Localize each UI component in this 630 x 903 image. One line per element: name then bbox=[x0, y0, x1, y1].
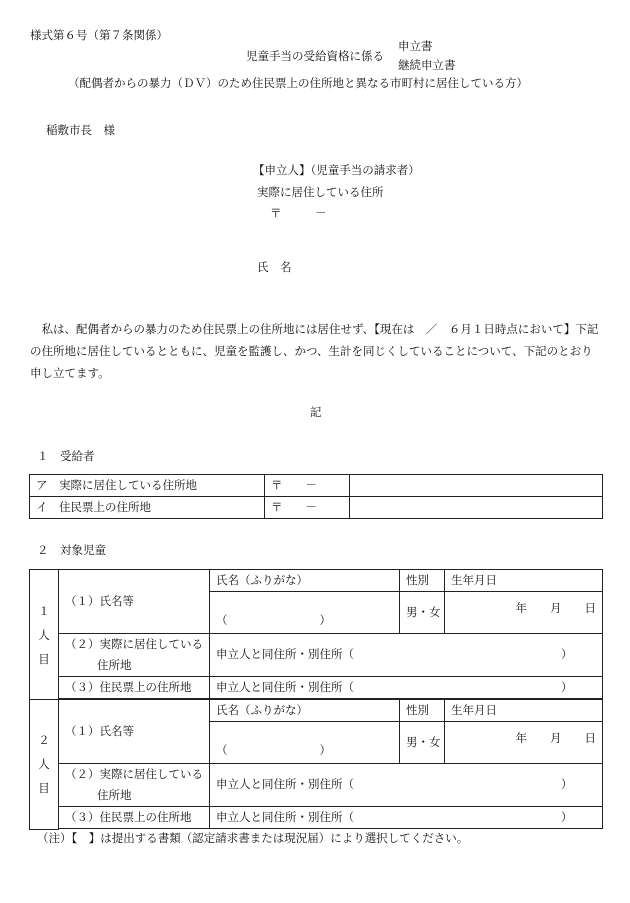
child2-ordinal: ２ 人 目 bbox=[30, 700, 59, 830]
recipient-table bbox=[29, 474, 603, 519]
child1-dob-field[interactable]: 年 月 日 bbox=[445, 592, 603, 634]
applicant-postal-mark: 〒 bbox=[270, 206, 282, 220]
child2-name-label: （１）氏名等 bbox=[59, 700, 210, 764]
subtitle: （配偶者からの暴力（ＤＶ）のため住民票上の住所地と異なる市町村に居住している方） bbox=[68, 76, 528, 90]
table-row bbox=[30, 570, 603, 592]
ki-heading: 記 bbox=[310, 405, 322, 419]
child1-gender-field[interactable]: 男・女 bbox=[400, 592, 445, 634]
applicant-name-label: 氏 名 bbox=[257, 260, 292, 274]
children-table bbox=[29, 569, 603, 830]
applicant-address-label: 実際に居住している住所 bbox=[257, 185, 384, 199]
child1-resident-address-field[interactable]: 申立人と同住所・別住所（ ） bbox=[210, 677, 603, 699]
child2-gender-field[interactable]: 男・女 bbox=[400, 722, 445, 764]
child2-resident-address-field[interactable]: 申立人と同住所・別住所（ ） bbox=[210, 807, 603, 829]
table-row bbox=[30, 677, 603, 699]
child2-name-header: 氏名（ふりがな） bbox=[210, 700, 400, 722]
statement-paragraph: 私は、配偶者からの暴力のため住民票上の住所地には居住せず、【現在は ／ ６月１日時点において】下記の住所地に居住しているとともに、児童を監護し、かつ、生計を同じくしていることについて、下記のとおり申し立てます。 bbox=[30, 322, 599, 380]
child2-actual-address-label: （２）実際に居住している 住所地 bbox=[59, 764, 210, 807]
footnote: （注）【 】は提出する書類（認定請求書または現況届）により選択してください。 bbox=[37, 831, 469, 845]
form-number: 様式第６号（第７条関係） bbox=[30, 28, 168, 42]
child1-name-field[interactable]: （ ） bbox=[210, 592, 400, 634]
child2-gender-header: 性別 bbox=[400, 700, 445, 722]
table-row bbox=[30, 634, 603, 677]
recipient-actual-address-field[interactable] bbox=[350, 475, 603, 497]
child1-resident-address-label: （３）住民票上の住所地 bbox=[59, 677, 210, 699]
title-option-application: 申立書 bbox=[398, 39, 433, 53]
child1-actual-address-field[interactable]: 申立人と同住所・別住所（ ） bbox=[210, 634, 603, 677]
recipient-resident-postal[interactable]: 〒 － bbox=[265, 497, 350, 519]
recipient-resident-address-label: イ 住民票上の住所地 bbox=[30, 497, 265, 519]
child1-gender-header: 性別 bbox=[400, 570, 445, 592]
applicant-postal-dash: － bbox=[315, 206, 327, 220]
child2-actual-address-field[interactable]: 申立人と同住所・別住所（ ） bbox=[210, 764, 603, 807]
section2-heading: ２ 対象児童 bbox=[37, 543, 106, 557]
recipient-resident-address-field[interactable] bbox=[350, 497, 603, 519]
table-row bbox=[30, 497, 603, 519]
table-row bbox=[30, 475, 603, 497]
section1-heading: １ 受給者 bbox=[37, 449, 95, 463]
child1-name-label: （１）氏名等 bbox=[59, 570, 210, 634]
child1-actual-address-label: （２）実際に居住している 住所地 bbox=[59, 634, 210, 677]
child2-dob-field[interactable]: 年 月 日 bbox=[445, 722, 603, 764]
child2-name-field[interactable]: （ ） bbox=[210, 722, 400, 764]
child1-ordinal: １ 人 目 bbox=[30, 570, 59, 700]
table-row bbox=[30, 700, 603, 722]
recipient-actual-postal[interactable]: 〒 － bbox=[265, 475, 350, 497]
table-row bbox=[30, 807, 603, 829]
child1-name-header: 氏名（ふりがな） bbox=[210, 570, 400, 592]
recipient-actual-address-label: ア 実際に居住している住所地 bbox=[30, 475, 265, 497]
title-option-continuation: 継続申立書 bbox=[398, 58, 456, 72]
title-main: 児童手当の受給資格に係る bbox=[246, 49, 384, 63]
child1-dob-header: 生年月日 bbox=[445, 570, 603, 592]
applicant-heading: 【申立人】（児童手当の請求者） bbox=[253, 163, 420, 177]
child2-resident-address-label: （３）住民票上の住所地 bbox=[59, 807, 210, 829]
addressee: 稲敷市長 様 bbox=[46, 123, 115, 137]
child2-dob-header: 生年月日 bbox=[445, 700, 603, 722]
table-row bbox=[30, 764, 603, 807]
